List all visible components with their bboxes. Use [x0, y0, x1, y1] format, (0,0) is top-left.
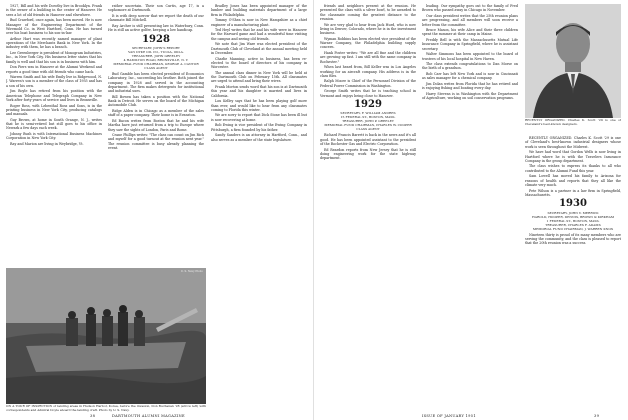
- class-note-paragraph: Bill Bowen has taken a position with the National Bank in Detroit. He serves on the board of the Michigan Automobile Club.: [108, 94, 204, 108]
- class-note-paragraph: Ted Heyl writes that he and his wife were in Hanover for the Harvard game and had a wonderful time visiting the campus and seeing old friends.: [211, 28, 307, 41]
- class-note-paragraph: The class wishes to express its thanks to all who contributed to the Alumni Fund this year.: [525, 164, 621, 173]
- left-column-3: [211, 4, 307, 412]
- class-note-paragraph: Ridge Alden is in Chicago as a member of the sales staff of a paper company. Their home is in Evanston.: [108, 108, 204, 118]
- class-note-paragraph: Ed Reardon reports from New Jersey that he is still doing engineering work for the state highway department.: [320, 147, 416, 161]
- class-note-paragraph: We have had word that Gordon Wells is now living in Hartford where he is with the Travelers Insurance Company in the group department.: [525, 150, 621, 163]
- class-note-paragraph: Hank Foster writes: "We are all fine and the children are growing up fast. I am still with the same company in Rochester.": [320, 51, 416, 64]
- page-number-right: 39: [594, 414, 600, 418]
- officer-line: TREASURER, CHARLES F. ADAMS: [545, 222, 601, 227]
- officer-line: MEMORIAL FUND CHAIRMAN, CHARLES W. COOPER: [324, 123, 412, 128]
- class-note-paragraph: We are very glad to hear from Jack Hurd, who is now living in Denver, Colorado, where he is in the investment business.: [320, 22, 416, 36]
- class-note-paragraph: Bud Crawford, once again, has been moved. He is now Manager of the Engineering Department of the Wiremold Co. in West Hartford, Conn. He has turned over his boat business to his son-in-law.: [6, 18, 102, 36]
- class-officers-1929: [320, 111, 416, 131]
- officer-line: TREASURER, JOHN GREELEY: [131, 53, 181, 58]
- class-note-paragraph: The annual class dinner in New York will be held at the Dartmouth Club on February 15th. All classmates are urged to attend and bring their wives.: [211, 70, 307, 84]
- portrait-photo: [525, 4, 621, 118]
- class-note-paragraph: friends and neighbors present at the reunion. He presented the class with a silver bowl, to be awarded to the classmate coming the greatest distance to the reunion.: [320, 4, 416, 22]
- class-note-paragraph: Bud Gamble has been elected president of Economics Laboratory, Inc., succeeding his brother. Both joined the company in 1928 and served in the accounting department. The firm makes detergents for institutional and industrial uses.: [108, 71, 204, 94]
- officer-line: SECRETARY, JOHN V. MERRICK: [547, 210, 599, 215]
- officer-line: SECRETARY, F. WILLIAM ANDRES: [340, 111, 396, 116]
- class-year-heading-1928: 1928: [142, 33, 170, 45]
- class-note-paragraph: Nineteen thirty is proud of its many members who are serving the community, and the class is pleased to report that the 20th reunion was a success.: [525, 232, 621, 246]
- issue-line: ISSUE OF JANUARY 1951: [422, 414, 476, 418]
- class-note-paragraph: leading. Our sympathy goes out to the family of Fred Brown who passed away in Chicago in November.: [422, 4, 518, 13]
- class-note-paragraph: Tommy O'Shea is now in New Hampshire as a chief engineer of a manufacturing plant.: [211, 18, 307, 27]
- class-note-paragraph: Harry Stevens is in Washington with the Department of Agriculture, working on soil conservation programs.: [422, 91, 518, 101]
- class-note-paragraph: Sandy Sanders is an attorney in Hartford, Conn., and also serves as a member of the state legislature.: [211, 133, 307, 142]
- officer-line: HAROLD, HOOPER, DENNIS, BROWN & KIRKHAM: [532, 214, 614, 219]
- class-note-paragraph: Pete Wilson is a partner in a law firm in Springfield, Massachusetts.: [525, 188, 621, 197]
- class-note-paragraph: Richard Francis Barrett is back in the news and it's all good. He has been appointed assistant to the president of the Rochester Gas and Electric Corporation.: [320, 133, 416, 147]
- class-note-paragraph: Bruce Mason, his wife Alice and their three children spent the summer at their camp in Maine.: [422, 28, 518, 37]
- class-note-paragraph: Ed Bacon writes from Boston that he and his wife Martha have just returned from a trip to Europe where they saw the sights of London, Paris and Rome.: [108, 118, 204, 132]
- class-year-heading-1929: 1929: [354, 99, 382, 111]
- officer-line: TREASURER, JOHN P. GREELEY: [342, 119, 394, 124]
- class-note-paragraph: Lee Greenberger is president of Monogram Industries, Inc., in New York City. His business letter states that his family is well and that his son is in business with him.: [6, 51, 102, 64]
- left-column-1: [6, 4, 102, 266]
- right-column-2: [422, 4, 518, 412]
- class-note-paragraph: When last heard from, Bill Keller was in Los Angeles working for an aircraft company. His address is in the class files.: [320, 65, 416, 78]
- class-note-paragraph: Frank Morton sends word that his son is at Dartmouth this year and his daughter is married and lives in California.: [211, 84, 307, 98]
- class-note-paragraph: 1927, Bill and his wife Dorothy live in Brooklyn. Frank is the owner of a building in the center of Hanover. He sees a lot of old friends in Hanover and elsewhere.: [6, 4, 102, 17]
- officer-line: SECRETARY, JOHN'S REPORT: [132, 45, 180, 50]
- officer-line: MEMORIAL FUND CHAIRMAN, GEORGE A. CANTOR: [113, 61, 199, 66]
- class-officers-1928: [108, 46, 204, 70]
- class-note-paragraph: George Smith writes that he is teaching school in Vermont and enjoys being close to Hanover.: [320, 89, 416, 98]
- class-note-paragraph: Bradley Jones has been appointed manager of the lumber and building materials department of a large firm in Philadelphia.: [211, 4, 307, 17]
- class-note-paragraph: It is with deep sorrow that we report the death of our classmate Bill Mitchell.: [108, 13, 204, 23]
- officer-line: CLASS AGENT: [144, 65, 168, 70]
- class-note-paragraph: Ralph Moore is Chief of the Personnel Division of the Federal Power Commission in Washington.: [320, 79, 416, 88]
- class-note-paragraph: Freddy Bell is with the Massachusetts Mutual Life Insurance Company in Springfield, where he is assistant secretary.: [422, 37, 518, 51]
- officer-line: 1 FEDERAL ST., BOSTON, MASS.: [546, 218, 600, 223]
- class-note-paragraph: RECENTLY ORGANIZED. Charles K. Scott '29 is one of Cleveland's best-known industrial designers whose work is seen throughout the Midwest.: [525, 136, 621, 149]
- class-year-heading-1930: 1930: [559, 198, 587, 210]
- class-note-paragraph: Our class president writes that the 25th reunion plans are progressing, and all members will soon receive a letter from the committee.: [422, 13, 518, 27]
- class-note-paragraph: Lou Kelley says that he has been playing golf more than ever, and would like to hear from any classmates coming to Florida this winter.: [211, 99, 307, 112]
- class-note-paragraph: Roger Ross, with Lebenthal Ross and Sons, is in the printing business in New York City, producing catalogs and manuals.: [6, 103, 102, 117]
- page-number-left: 38: [90, 414, 96, 418]
- class-note-paragraph: We note that Jim Ware was elected president of the Dartmouth Club of Cleveland at the annual meeting held in December.: [211, 42, 307, 55]
- class-note-paragraph: Jim Boyle has retired from his position with the American Telephone and Telegraph Company in New York after forty years of service and lives in Bronxville.: [6, 89, 102, 102]
- officer-line: MEMORIAL FUND CHAIRMAN, J. WARREN KNOX: [532, 226, 614, 231]
- class-note-paragraph: Ray Archer is still presenting law in Waterbury, Conn. He is still an active golfer, keeping a low handicap.: [108, 23, 204, 33]
- portrait-photo-caption: RECENTLY ORGANIZED. Charles K. Scott '29 is one of Cleveland's best-known designers.: [525, 119, 621, 126]
- class-note-paragraph: Charlie Manning, active in business, has been re-elected to the board of directors of his company in Worcester.: [211, 56, 307, 70]
- class-note-paragraph: Warren Smith and his wife Emily live in Ridgewood, N. J. Warren's son is a member of the class of 1955 and has a son of his own.: [6, 75, 102, 88]
- class-note-paragraph: Guy Brown, at home in South Orange, N. J., writes that he is semi-retired but still goes to his office in Newark a few days each week.: [6, 117, 102, 131]
- officer-line: VAN DYKE OIL CO., TULSA, OKLA.: [128, 49, 184, 54]
- class-note-paragraph: Bob Ewing is vice president of the Ewing Company in Pittsburgh, a firm founded by his father.: [211, 123, 307, 132]
- class-note-paragraph: Bob Carr has left New York and is now in Cincinnati as sales manager for a chemical company.: [422, 71, 518, 81]
- class-note-paragraph: Crane Phillips writes: "The class can count on Jim Rich and myself for a good turnout at the reunion next year." The reunion committee is busy already planning the event.: [108, 133, 204, 151]
- right-column-3: [525, 136, 621, 412]
- magazine-name: DARTMOUTH ALUMNI MAGAZINE: [112, 414, 185, 418]
- class-note-paragraph: Johnny Bush is with International Business Machines Corporation in New York City.: [6, 131, 102, 141]
- officer-line: 15 FEDERAL ST., BOSTON, MASS.: [340, 115, 396, 120]
- officer-line: 4 HAMILTON ROAD, BRONXVILLE, N. Y.: [123, 57, 189, 62]
- harbor-inspection-photo: [6, 268, 206, 404]
- class-note-paragraph: The class extends congratulations to Dan Morse on the birth of a grandson.: [422, 62, 518, 71]
- class-note-paragraph: Walter Simmons has been appointed to the board of trustees of his local hospital in New Haven.: [422, 52, 518, 61]
- class-note-paragraph: Don Piers was in Hanover at the Alumni Weekend and reports a good time with old friends who came back.: [6, 65, 102, 74]
- class-note-paragraph: We are sorry to report that Dick Stone has been ill but is now recovering at home.: [211, 113, 307, 122]
- right-column-1: [320, 4, 416, 412]
- class-note-paragraph: Wyman Robbins has been elected vice president of the Warner Company, the Philadelphia building supply concern.: [320, 36, 416, 50]
- harbor-photo-caption: ON A TOUR OF INSPECTION of landing areas in Hudson Harbor, Korea, before the invasion, Don Buchanan '28 (arrow left) with correspondents and Admiral Doyle aboard the landing craft. Photo by U. S. Navy.: [6, 405, 206, 412]
- class-note-paragraph: Arthur Hart was recently named manager of plant operations of the Merchants Bank in New York. In the industry with them, he has a branch.: [6, 36, 102, 50]
- class-officers-1930: [525, 211, 621, 231]
- photo-credit: U. S. Navy Photo: [180, 270, 203, 273]
- right-page: [314, 0, 628, 420]
- class-note-paragraph: Jim Dolan writes from Florida that he has retired and is enjoying fishing and boating every day.: [422, 81, 518, 91]
- class-note-paragraph: Ray and Marion are living in Weybridge, Vt.: [10, 141, 84, 146]
- class-note-paragraph: Sam Lowell has moved his family to Arizona for reasons of health and reports that they all like the climate very much.: [525, 174, 621, 187]
- class-note-paragraph: rather uncertain. Their son Curtis, age 17, is a sophomore at Dartmouth.: [108, 4, 204, 13]
- officer-line: CLASS AGENT: [356, 127, 380, 132]
